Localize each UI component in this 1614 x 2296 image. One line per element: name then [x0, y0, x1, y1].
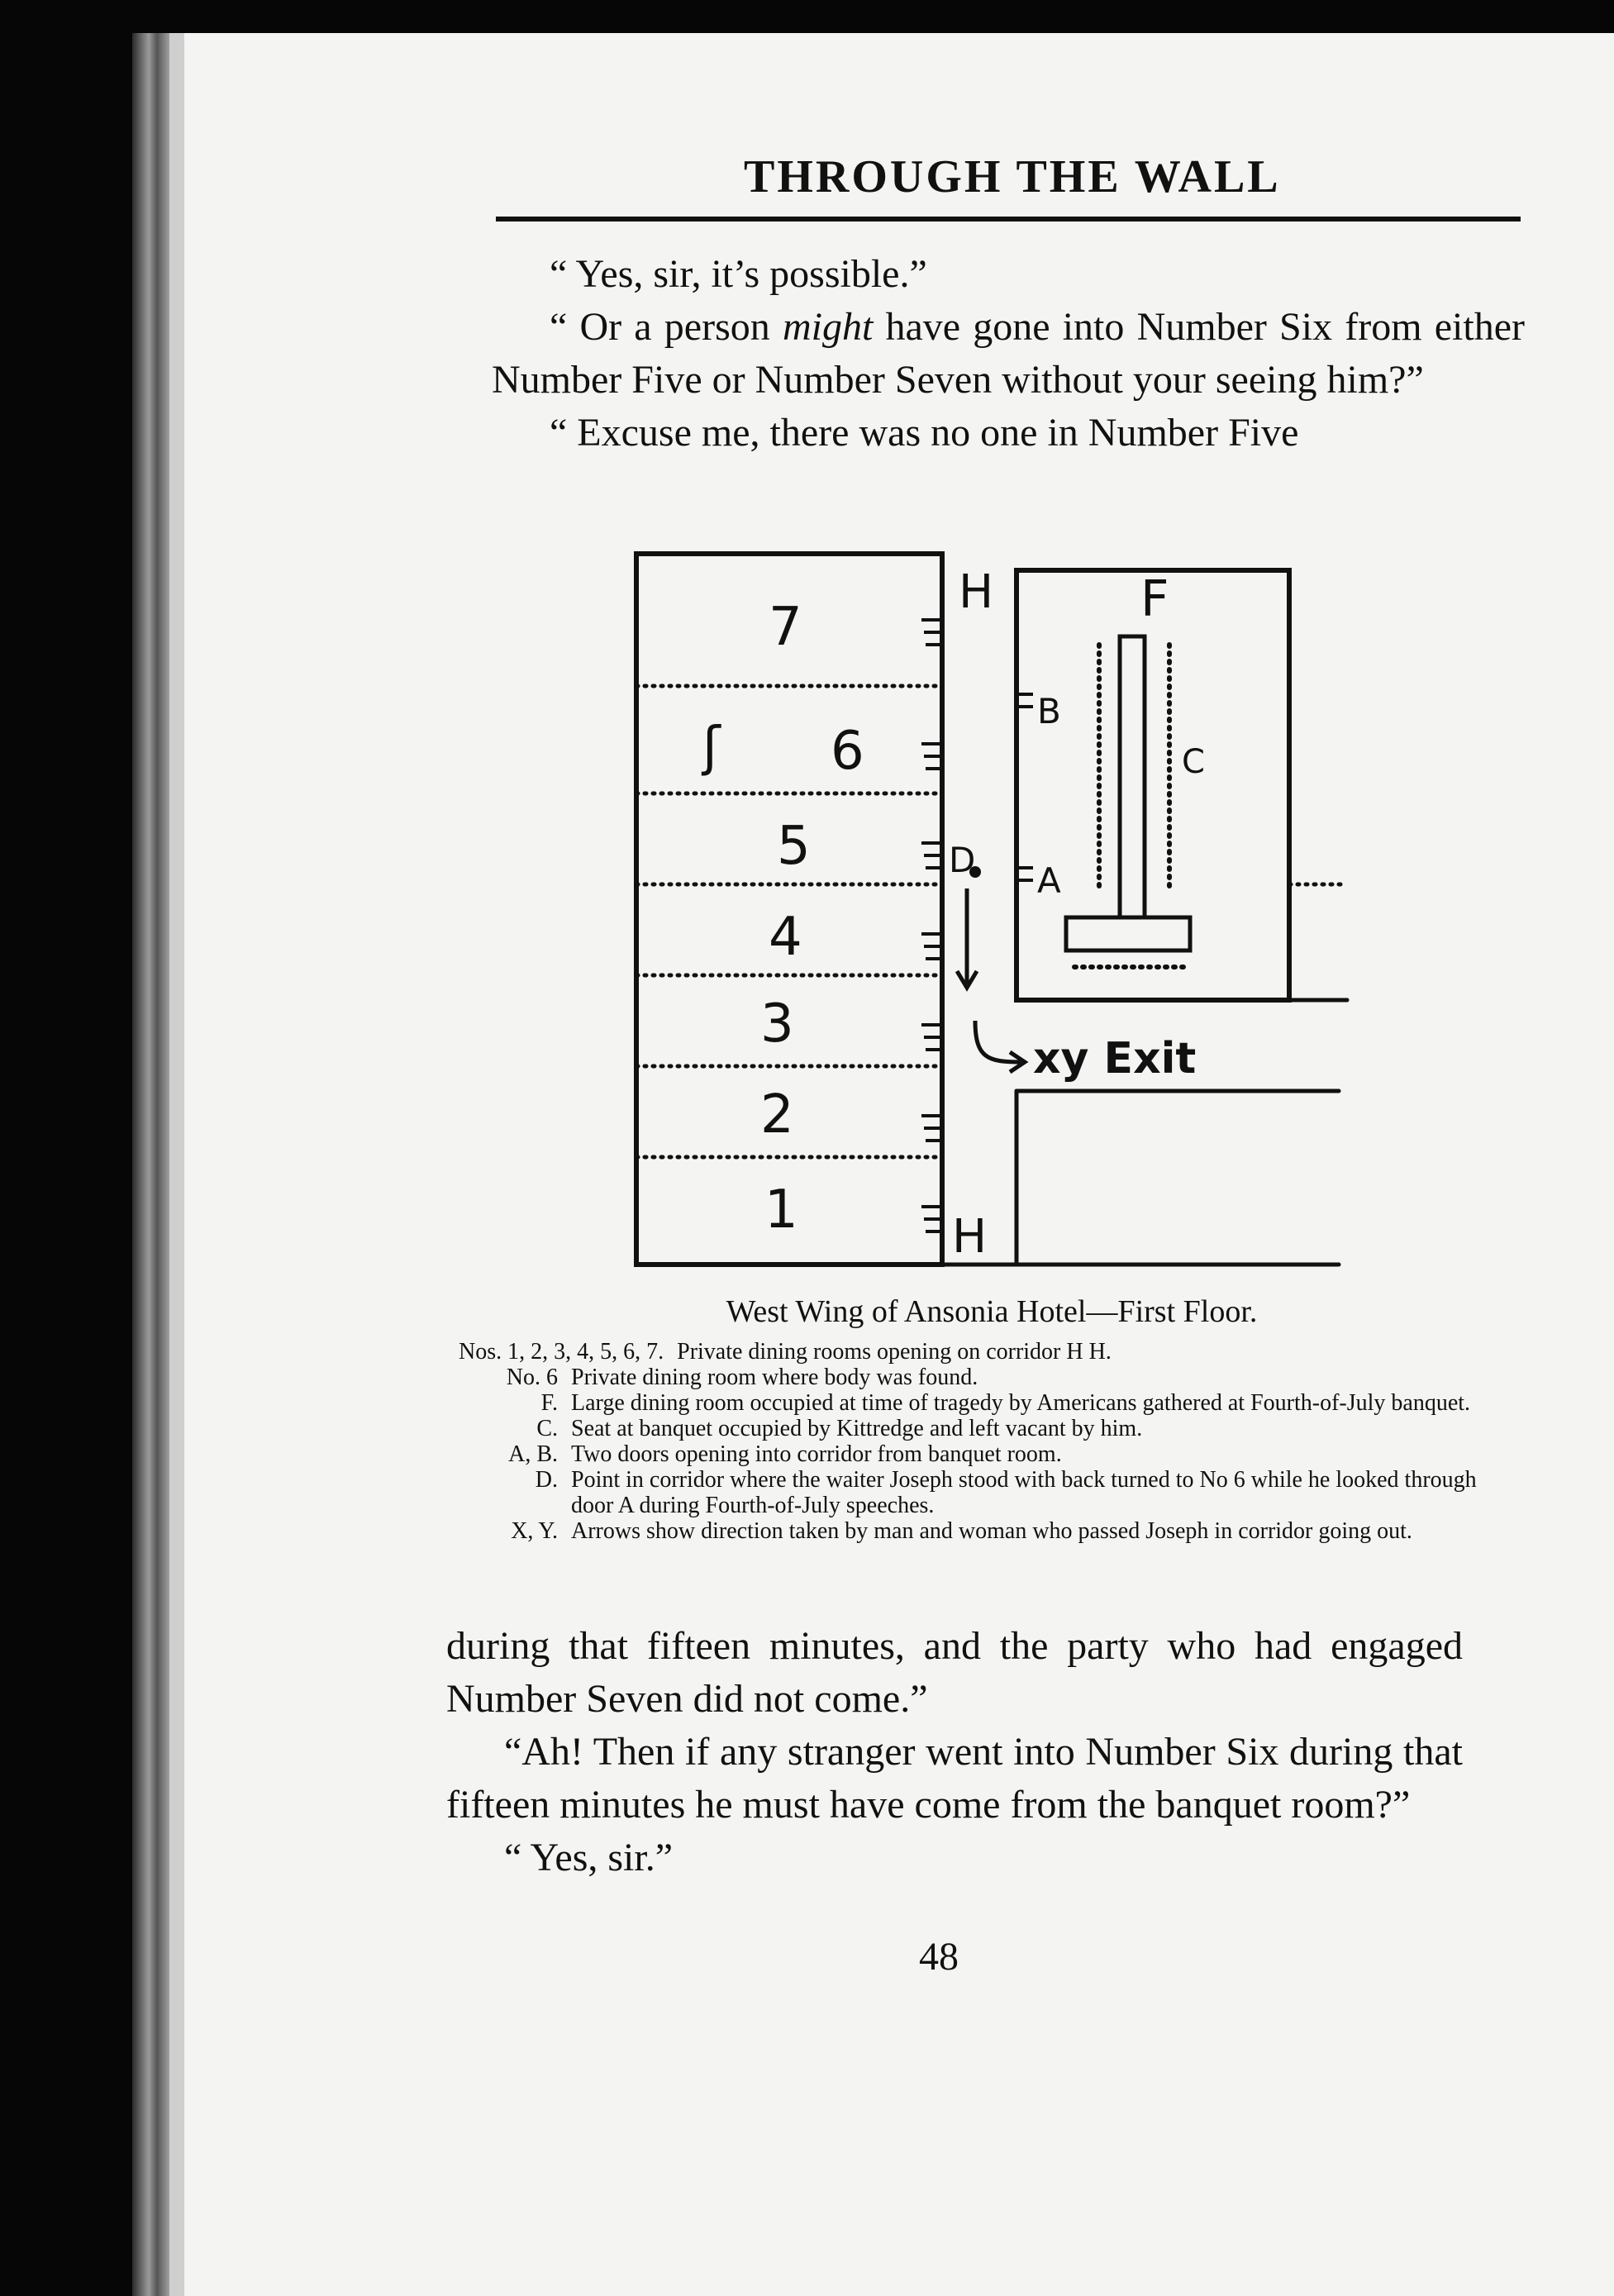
- legend-key: X, Y.: [511, 1518, 558, 1544]
- paragraph-4: during that fifteen minutes, and the party who had engaged Number Seven did not come.”: [446, 1624, 1463, 1721]
- book-binding: [132, 33, 174, 2296]
- diagram-legend: [459, 1339, 1483, 1544]
- legend-key: C.: [536, 1416, 558, 1441]
- diagram-caption: West Wing of Ansonia Hotel—First Floor.: [726, 1294, 1258, 1329]
- legend-row: [459, 1390, 1483, 1416]
- paragraph-3: “ Excuse me, there was no one in Number Five: [550, 411, 1299, 455]
- legend-text: Point in corridor where the waiter Joseph stood with back turned to No 6 while he looked through door A during Fourth-of-July speeches.: [571, 1467, 1477, 1518]
- legend-row: [459, 1467, 1483, 1518]
- room-label: 1: [764, 1179, 798, 1241]
- room-label: 7: [769, 597, 802, 658]
- door-mark: [921, 1025, 942, 1050]
- paragraph-2-start: “ Or a person: [550, 305, 783, 349]
- legend-row: [459, 1365, 1483, 1390]
- legend-key: Nos. 1, 2, 3, 4, 5, 6, 7.: [459, 1339, 664, 1365]
- legend-text: Large dining room occupied at time of tragedy by Americans gathered at Fourth-of-July banquet.: [571, 1390, 1471, 1416]
- legend-text: Arrows show direction taken by man and woman who passed Joseph in corridor going out.: [571, 1518, 1412, 1544]
- floor-plan-diagram: [612, 545, 1355, 1289]
- legend-row: [459, 1416, 1483, 1441]
- corridor-label-bottom: H: [952, 1210, 988, 1264]
- door-a-label: A: [1037, 860, 1061, 901]
- door-mark: [921, 1207, 942, 1231]
- room-label: 5: [777, 816, 811, 877]
- page-number: 48: [919, 1935, 959, 1979]
- banquet-room-outline: [1016, 570, 1289, 1000]
- legend-key: A, B.: [508, 1441, 558, 1467]
- banquet-table-head: [1066, 917, 1190, 950]
- paragraph-2-end: have gone into Number Six from either Number Five or Number Seven without your seeing him?”: [492, 305, 1525, 402]
- arrow-exit: [975, 1021, 1025, 1072]
- legend-text: Private dining room where body was found.: [571, 1365, 978, 1390]
- room-label: 6: [831, 721, 864, 782]
- running-head: THROUGH THE WALL: [744, 151, 1281, 202]
- legend-key: No. 6: [506, 1365, 558, 1390]
- arrow-down: [957, 888, 977, 988]
- legend-row: [459, 1441, 1483, 1467]
- paragraph-6: “ Yes, sir.”: [504, 1836, 674, 1879]
- door-b-label: B: [1037, 691, 1061, 731]
- banquet-room-label: F: [1140, 570, 1169, 628]
- paragraph-5: “Ah! Then if any stranger went into Number Six during that fifteen minutes he must have come from the banquet room?”: [446, 1730, 1463, 1827]
- corridor-label-top: H: [959, 565, 994, 619]
- point-d-label: D: [949, 840, 976, 880]
- exit-label: xy Exit: [1033, 1034, 1197, 1084]
- paragraph-2: [492, 301, 1525, 407]
- seat-c-label: C: [1182, 743, 1205, 781]
- floor-plan-svg: [612, 545, 1355, 1289]
- top-text: [492, 248, 1525, 460]
- header-rule: [496, 217, 1521, 222]
- door-mark: [921, 934, 942, 959]
- legend-key: F.: [540, 1390, 558, 1416]
- room-label: 3: [760, 993, 794, 1055]
- legend-text: Private dining rooms opening on corridor H H.: [677, 1339, 1112, 1365]
- legend-row: [459, 1339, 1483, 1365]
- emphasis-might: might: [782, 305, 874, 349]
- door-mark: [921, 620, 942, 645]
- dining-room-mark: ʃ: [702, 717, 721, 778]
- legend-text: Two doors opening into corridor from banquet room.: [571, 1441, 1062, 1467]
- legend-key: D.: [535, 1467, 558, 1493]
- banquet-table: [1120, 636, 1145, 917]
- paragraph-1: “ Yes, sir, it’s possible.”: [550, 252, 927, 296]
- bottom-text: [446, 1620, 1463, 1884]
- legend-row: [459, 1518, 1483, 1544]
- legend-text: Seat at banquet occupied by Kittredge and left vacant by him.: [571, 1416, 1143, 1441]
- door-mark: [921, 1116, 942, 1141]
- door-mark: [921, 843, 942, 868]
- door-mark: [921, 744, 942, 769]
- room-label: 2: [760, 1084, 794, 1146]
- room-label: 4: [769, 907, 802, 968]
